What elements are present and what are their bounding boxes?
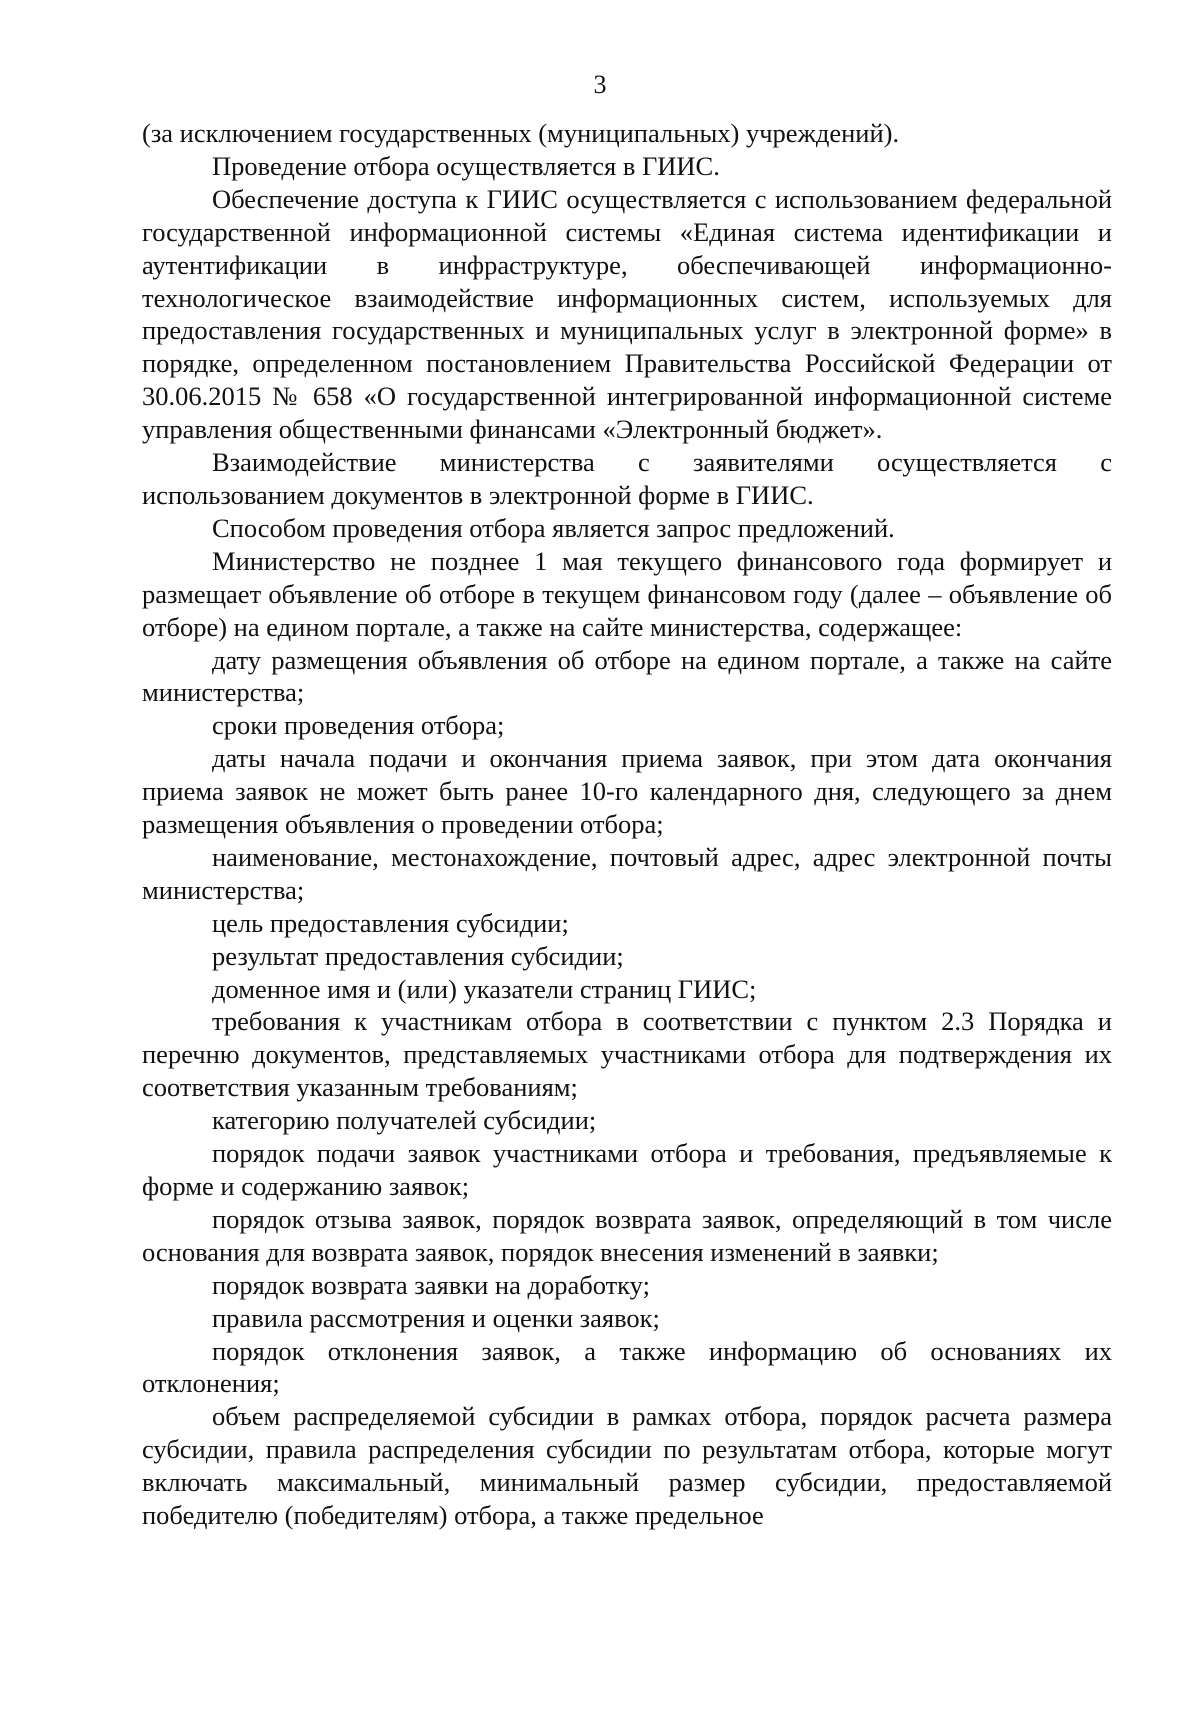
list-item: категорию получателей субсидии; xyxy=(212,1105,597,1136)
list-item: правила рассмотрения и оценки заявок; xyxy=(212,1302,660,1333)
document-body xyxy=(142,117,1112,1532)
list-item: порядок отзыва заявок, порядок возврата заявок, определяющий в том числе основания для возврата заявок, порядок внесения изменений в заявки; xyxy=(142,1203,1112,1267)
paragraph: Взаимодействие министерства с заявителями осуществляется с использованием документов в электронной форме в ГИИС. xyxy=(142,447,1112,510)
list-item: наименование, местонахождение, почтовый адрес, адрес электронной почты министерства; xyxy=(142,841,1112,905)
paragraph: Проведение отбора осуществляется в ГИИС. xyxy=(212,150,720,181)
paragraph: Министерство не позднее 1 мая текущего финансового года формирует и размещает объявление об отборе в текущем финансовом году (далее – объявление об отборе) на едином портале, а также на сайте министерства, содержащее: xyxy=(142,545,1112,642)
list-item: сроки проведения отбора; xyxy=(212,710,505,741)
list-item: доменное имя и (или) указатели страниц ГИИС; xyxy=(212,973,757,1004)
list-item: даты начала подачи и окончания приема заявок, при этом дата окончания приема заявок не может быть ранее 10-го календарного дня, следующего за днем размещения объявления о проведении отбора; xyxy=(142,743,1112,840)
list-item: порядок отклонения заявок, а также информацию об основаниях их отклонения; xyxy=(142,1335,1112,1399)
list-item: порядок возврата заявки на доработку; xyxy=(212,1269,650,1300)
list-item: объем распределяемой субсидии в рамках отбора, порядок расчета размера субсидии, правила распределения субсидии по результатам отбора, которые могут включать максимальный, минимальный размер субсидии, предоставляемой победителю (победителям) отбора, а также предельное xyxy=(142,1401,1112,1531)
paragraph: Способом проведения отбора является запрос предложений. xyxy=(212,512,895,543)
list-item: цель предоставления субсидии; xyxy=(212,907,569,938)
list-item: порядок подачи заявок участниками отбора и требования, предъявляемые к форме и содержанию заявок; xyxy=(142,1138,1112,1201)
paragraph-continuation: (за исключением государственных (муниципальных) учреждений). xyxy=(142,118,900,148)
page-number: 3 xyxy=(593,70,607,99)
list-item: результат предоставления субсидии; xyxy=(212,940,624,971)
list-item: требования к участникам отбора в соответствии с пунктом 2.3 Порядка и перечню документов, представляемых участниками отбора для подтверждения их соответствия указанным требованиям; xyxy=(142,1006,1112,1103)
list-item: дату размещения объявления об отборе на едином портале, а также на сайте министерства; xyxy=(142,644,1112,708)
paragraph: Обеспечение доступа к ГИИС осуществляется с использованием федеральной государственной информационной системы «Единая система идентификации и аутентификации в инфраструктуре, обеспечивающей информационно-технологическое взаимодействие информационных систем, используемых для предоставления государственных и муниципальных услуг в электронной форме» в порядке, определенном постановлением Правительства Российской Федерации от 30.06.2015 № 658 «О государственной интегрированной информационной системе управления общественными финансами «Электронный бюджет». xyxy=(142,183,1112,445)
